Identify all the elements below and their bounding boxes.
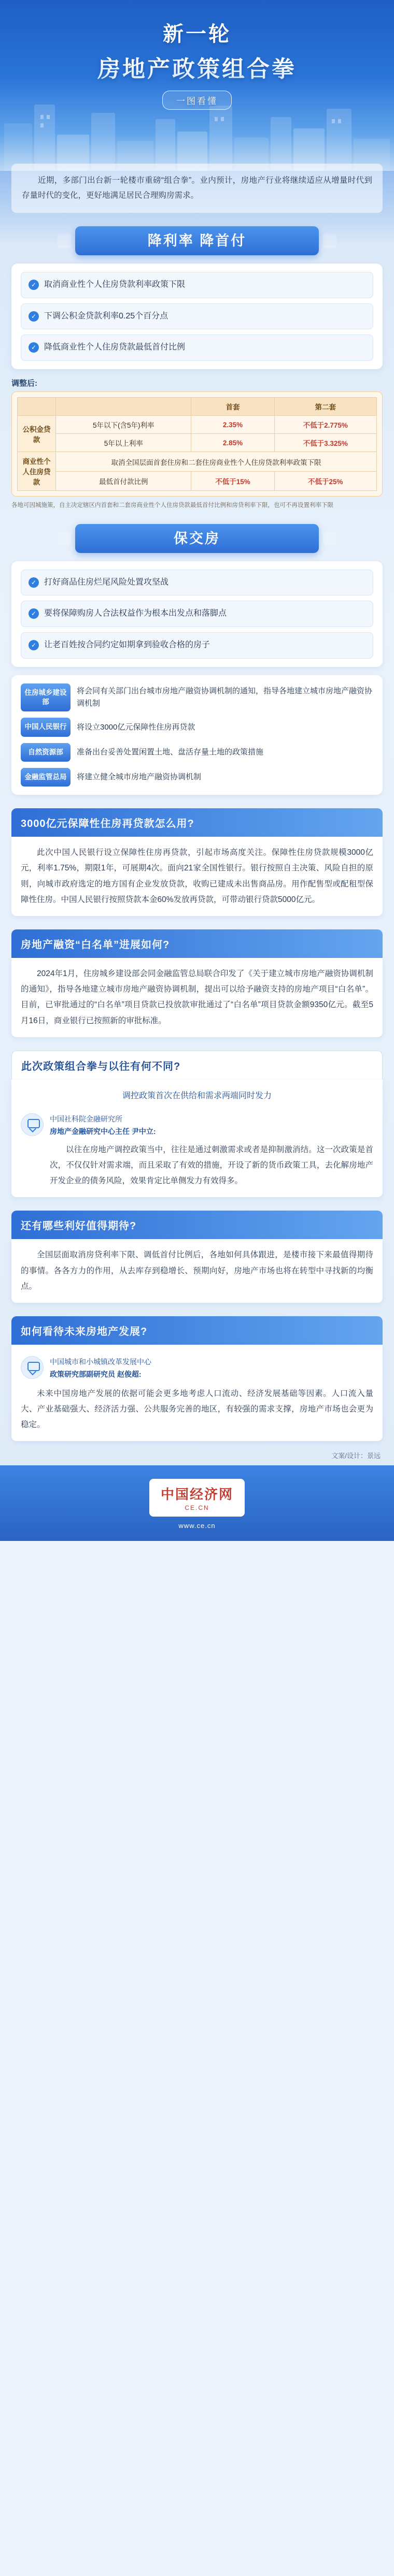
table-header-row xyxy=(18,398,377,416)
check-icon: ✓ xyxy=(29,640,39,650)
cell-first: 2.35% xyxy=(191,416,274,434)
row-sub: 最低首付款比例 xyxy=(56,471,191,491)
table-row xyxy=(18,416,377,434)
question-title-q5: 如何看待未来房地产发展? xyxy=(11,1316,383,1345)
list-item xyxy=(21,743,373,762)
org-tag: 金融监管总局 xyxy=(21,768,71,787)
quote-icon xyxy=(21,1356,44,1379)
check-icon: ✓ xyxy=(29,342,39,353)
expert-org-line1: 中国城市和小城镇改革发展中心 xyxy=(50,1357,151,1366)
table-row xyxy=(18,452,377,472)
bullet-text: 要将保障购房人合法权益作为根本出发点和落脚点 xyxy=(44,609,227,618)
question-body-q3 xyxy=(11,1080,383,1197)
cell-first: 2.85% xyxy=(191,434,274,452)
bullet-text: 取消商业性个人住房贷款利率政策下限 xyxy=(44,280,186,289)
list-item xyxy=(21,303,373,330)
list-item xyxy=(21,601,373,627)
list-item xyxy=(21,683,373,711)
site-url[interactable]: www.ce.cn xyxy=(178,1522,216,1530)
logo-text-net: CE.CN xyxy=(185,1504,209,1512)
row-label: 公积金贷款 xyxy=(18,416,56,452)
bullet-text: 让老百姓按合同约定如期拿到验收合格的房子 xyxy=(44,641,210,650)
check-icon: ✓ xyxy=(29,577,39,588)
list-item xyxy=(21,272,373,298)
section2-bullets xyxy=(11,561,383,667)
question-body-q1: 此次中国人民银行设立保障性住房再贷款，引起市场高度关注。保障性住房贷款规模3000亿元，利率1.75%，期限1年，可展期4次。面向21家全国性银行。银行按照自主决策、风险自担的原则，向城市政府选定的地方国有企业发放贷款，收购已建成未出售商品房。用作配售型或配租型保障性住房。中国人民银行按照贷款本金60%发放再贷款，可带动银行贷款5000亿元。 xyxy=(11,837,383,916)
table-header-cell xyxy=(56,398,191,416)
section-banner-delivery: 保交房 xyxy=(75,524,319,553)
cell-second: 不低于25% xyxy=(274,471,376,491)
site-logo[interactable] xyxy=(149,1479,245,1517)
table-row xyxy=(18,434,377,452)
credit-line: 文案/设计：景远 xyxy=(331,1452,381,1460)
page-footer xyxy=(0,1465,394,1541)
section1-bullets xyxy=(11,264,383,369)
logo-text-cn: 中国经济网 xyxy=(160,1487,233,1503)
cell-second: 不低于3.325% xyxy=(274,434,376,452)
table-row xyxy=(18,471,377,491)
expert-org-line1: 中国社科院金融研究所 xyxy=(50,1115,122,1124)
bullet-text: 下调公积金贷款利率0.25个百分点 xyxy=(44,311,168,321)
table-header-cell: 首套 xyxy=(191,398,274,416)
list-item xyxy=(21,334,373,361)
question-body-q4: 全国层面取消房贷利率下限、调低首付比例后，各地如何具体跟进，是楼市接下来最值得期待的事情。各各方力的作用，从去库存到稳增长、预期向好，房地产市场也将在转型中寻找新的均衡点。 xyxy=(11,1239,383,1303)
table-note: 调整后: xyxy=(11,379,37,388)
expert-name-line: 房地产金融研究中心主任 尹中立: xyxy=(50,1127,156,1136)
row-merged-text: 取消全国层面首套住房和二套住房商业性个人住房贷款利率政策下限 xyxy=(56,452,377,472)
row-label: 商业性个人住房贷款 xyxy=(18,452,56,491)
bullet-text: 打好商品住房烂尾风险处置攻坚战 xyxy=(44,577,169,587)
list-item xyxy=(21,632,373,659)
question-lead-q3: 调控政策首次在供给和需求两端同时发力 xyxy=(21,1088,373,1110)
org-text: 准备出台妥善处置闲置土地、盘活存量土地的政策措施 xyxy=(77,747,264,756)
question-body-q2: 2024年1月，住房城乡建设部会同金融监管总局联合印发了《关于建立城市房地产融资协调机制的通知》，指导各地建立城市房地产融资协调机制，提出可以给予融资支持的房地产项目“白名单”。目前，已审批通过的“白名单”项目贷款已投放款审批通过了“白名单”项目贷款金额9350亿元。截至5月16日，商业银行已按照新的审批标准。 xyxy=(11,958,383,1037)
table-footnote: 各地可因城施策，自主决定辖区内首套和二套房商业性个人住房贷款最低首付比例和房贷利率下限，也可不再设置利率下限 xyxy=(11,502,333,509)
hero-title-line1: 新一轮 xyxy=(163,23,231,46)
section2-org-list xyxy=(11,675,383,795)
org-tag: 中国人民银行 xyxy=(21,718,71,736)
hero-badge: 一图看懂 xyxy=(162,91,232,110)
org-text: 将建立健全城市房地产融资协调机制 xyxy=(77,773,202,782)
org-tag: 自然资源部 xyxy=(21,743,71,762)
question-title-q1: 3000亿元保障性住房再贷款怎么用? xyxy=(11,808,383,837)
question-title-q3: 此次政策组合拳与以往有何不同? xyxy=(11,1051,383,1080)
org-text: 将会同有关部门出台城市房地产融资协调机制的通知，指导各地建立城市房地产融资协调机制 xyxy=(77,687,373,708)
hero-title-block xyxy=(0,0,394,110)
expert-quote-text: 以往在房地产调控政策当中，往往是通过刺激需求或者是抑制激消结。这一次政策是首次，不仅仅针对需求端，而且采取了有效的措施，开设了新的货币政策工具，去化解房地产开发企业的债务风险，效果肯定比单侧发力有效得多。 xyxy=(50,1145,373,1186)
expert-quote-block xyxy=(21,1356,373,1381)
row-sub: 5年以上利率 xyxy=(56,434,191,452)
rate-table xyxy=(17,397,377,491)
cell-second: 不低于2.775% xyxy=(274,416,376,434)
list-item xyxy=(21,718,373,736)
question-title-q2: 房地产融资“白名单”进展如何? xyxy=(11,929,383,958)
intro-paragraph: 近期，多部门出台新一轮楼市重磅“组合拳”。业内预计，房地产行业将继续适应从增量时代到存量时代的变化，更好地满足居民合理购房需求。 xyxy=(11,164,383,213)
check-icon: ✓ xyxy=(29,311,39,322)
cell-first: 不低于15% xyxy=(191,471,274,491)
org-tag: 住房城乡建设部 xyxy=(21,683,71,711)
list-item xyxy=(21,768,373,787)
question-body-q5 xyxy=(11,1345,383,1441)
org-text: 将设立3000亿元保障性住房再贷款 xyxy=(77,722,195,732)
hero-banner xyxy=(0,0,394,171)
check-icon: ✓ xyxy=(29,280,39,290)
bullet-text: 降低商业性个人住房贷款最低首付比例 xyxy=(44,343,186,352)
expert-quote-block xyxy=(21,1113,373,1189)
hero-title-line2: 房地产政策组合拳 xyxy=(0,50,394,83)
expert-quote-text: 未来中国房地产发展的依据可能会更多地考虑人口流动、经济发展基础等因素。人口流入量大、产业基础强大、经济活力强、公共服务完善的地区，有较强的需求支撑，房地产市场也会更为稳定。 xyxy=(21,1389,373,1430)
section-banner-rates: 降利率 降首付 xyxy=(75,226,319,255)
question-title-q4: 还有哪些利好值得期待? xyxy=(11,1211,383,1239)
rate-table-wrapper xyxy=(11,391,383,497)
check-icon: ✓ xyxy=(29,608,39,619)
expert-name-line: 政策研究部副研究员 赵俊超: xyxy=(50,1370,142,1378)
list-item xyxy=(21,570,373,596)
quote-icon xyxy=(21,1113,44,1136)
row-sub: 5年以下(含5年)利率 xyxy=(56,416,191,434)
table-header-cell: 第二套 xyxy=(274,398,376,416)
table-header-cell xyxy=(18,398,56,416)
